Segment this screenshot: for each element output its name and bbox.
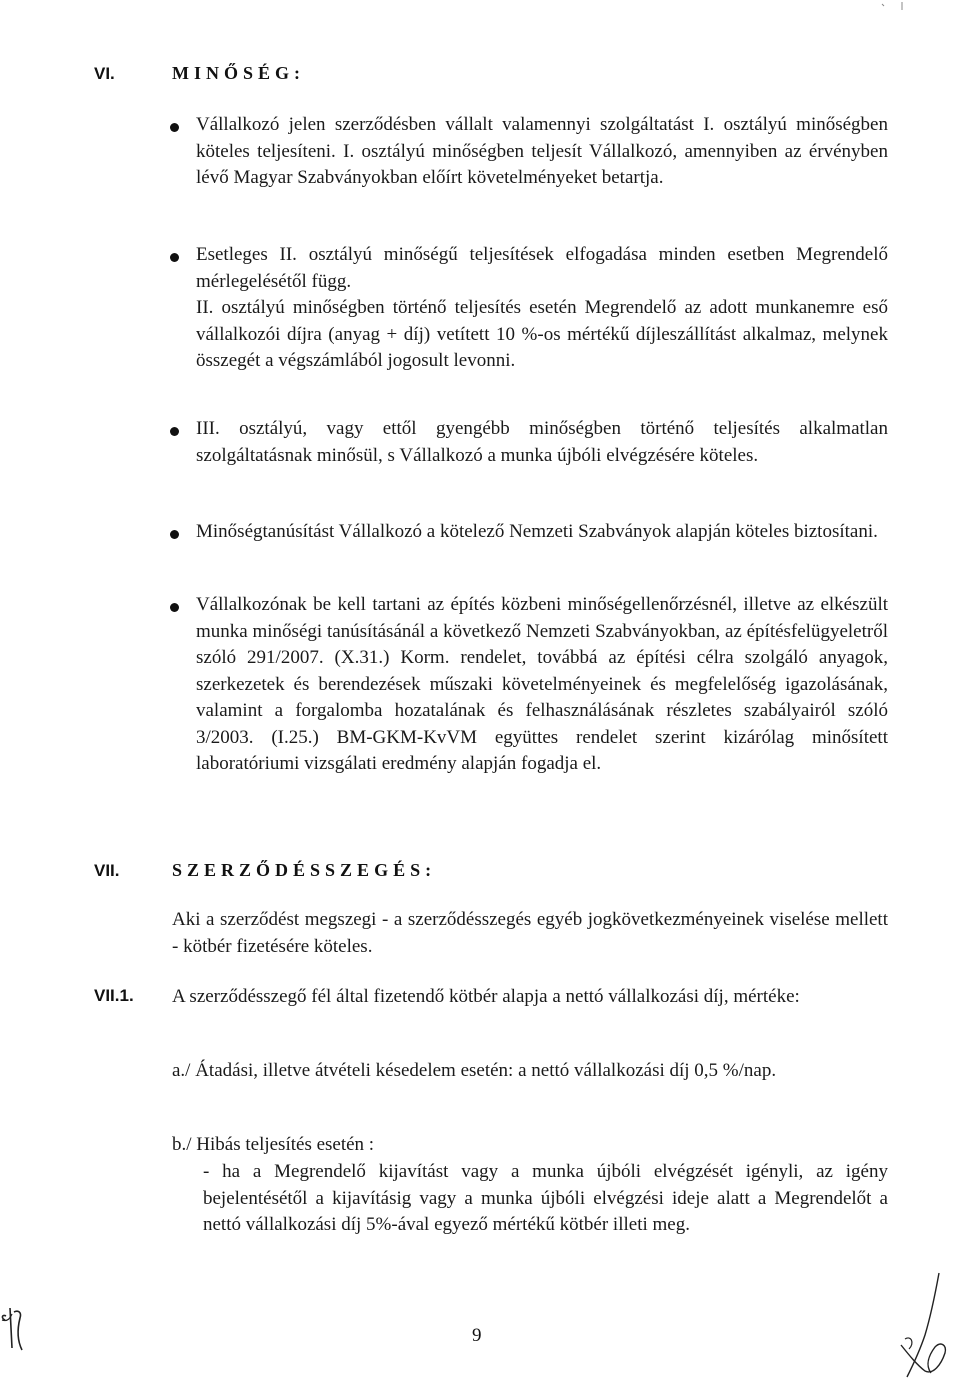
bullet-dot	[170, 603, 179, 612]
penalty-item-b-title: b./ Hibás teljesítés esetén :	[172, 1134, 375, 1155]
quality-bullet-2: Esetleges II. osztályú minőségű teljesítések elfogadása minden esetben Megrendelő mérlegelésétől függ.	[196, 244, 888, 292]
handwritten-initial-left	[0, 1298, 46, 1358]
section-vi-number: VI.	[94, 64, 115, 83]
penalty-item-a: a./ Átadási, illetve átvételi késedelem esetén: a nettó vállalkozási díj 0,5 %/nap.	[172, 1060, 777, 1081]
breach-intro: Aki a szerződést megszegi - a szerződésszegés egyéb jogkövetkezményeinek viselése mellett - kötbér fizetésére köteles.	[172, 909, 888, 957]
quality-bullet-5: Vállalkozónak be kell tartani az építés közbeni minőségellenőrzésnél, illetve az elkészült munka minőségi tanúsításánál a következő Nemzeti Szabványokban, az építésfelügyeletről szóló 291/2007. (X.31.) Korm. rendelet, továbbá az építési célra szolgáló anyagok, szerkezetek és berendezések műszaki követelményeinek és megfelelőség igazolásának, valamint a forgalomba hozatalának és felhasználásának részletes szabályairól szóló 3/2003. (I.25.) BM-GKM-KvVM együttes rendelet szerint kizárólag minősített laboratóriumi vizsgálati eredmény alapján fogadja el.	[196, 594, 888, 774]
handwritten-signature-right	[895, 1265, 955, 1385]
page-number: 9	[472, 1325, 482, 1346]
edge-mark	[878, 0, 908, 12]
section-vi-title: MINŐSÉG:	[172, 63, 306, 83]
bullet-dot	[170, 530, 179, 539]
penalty-item-b-text: - ha a Megrendelő kijavítást vagy a munka újbóli elvégzését igényli, az igény bejelentésétől a kijavításig vagy a munka újbóli elvégzési ideje alatt a Megrendelőt a nettó vállalkozási díj 5%-ával egyező mértékű kötbér illeti meg.	[203, 1161, 888, 1235]
quality-bullet-2-continuation: II. osztályú minőségben történő teljesítés esetén Megrendelő az adott munkanemre eső vállalkozói díjra (anyag + díj) vetített 10 %-os mértékű díjleszállítást alkalmaz, melynek összegét a végszámlából jogosult levonni.	[196, 297, 888, 371]
bullet-dot	[170, 427, 179, 436]
bullet-dot	[170, 253, 179, 262]
quality-bullet-1: Vállalkozó jelen szerződésben vállalt valamennyi szolgáltatást I. osztályú minőségben köteles teljesíteni. I. osztályú minőségben teljesít Vállalkozó, amennyiben az érvényben lévő Magyar Szabványokban előírt követelményeket betartja.	[196, 114, 888, 188]
section-vii-1-number: VII.1.	[94, 986, 134, 1005]
penalty-basis-text: A szerződésszegő fél által fizetendő kötbér alapja a nettó vállalkozási díj, mértéke:	[172, 986, 800, 1007]
bullet-dot	[170, 123, 179, 132]
quality-bullet-3: III. osztályú, vagy ettől gyengébb minőségben történő teljesítés alkalmatlan szolgáltatásnak minősül, s Vállalkozó a munka újbóli elvégzésére köteles.	[196, 418, 888, 466]
section-vii-number: VII.	[94, 861, 120, 880]
section-vii-title: SZERZŐDÉSSZEGÉS:	[172, 860, 437, 880]
quality-bullet-4: Minőségtanúsítást Vállalkozó a kötelező Nemzeti Szabványok alapján köteles biztosítani.	[196, 521, 878, 542]
